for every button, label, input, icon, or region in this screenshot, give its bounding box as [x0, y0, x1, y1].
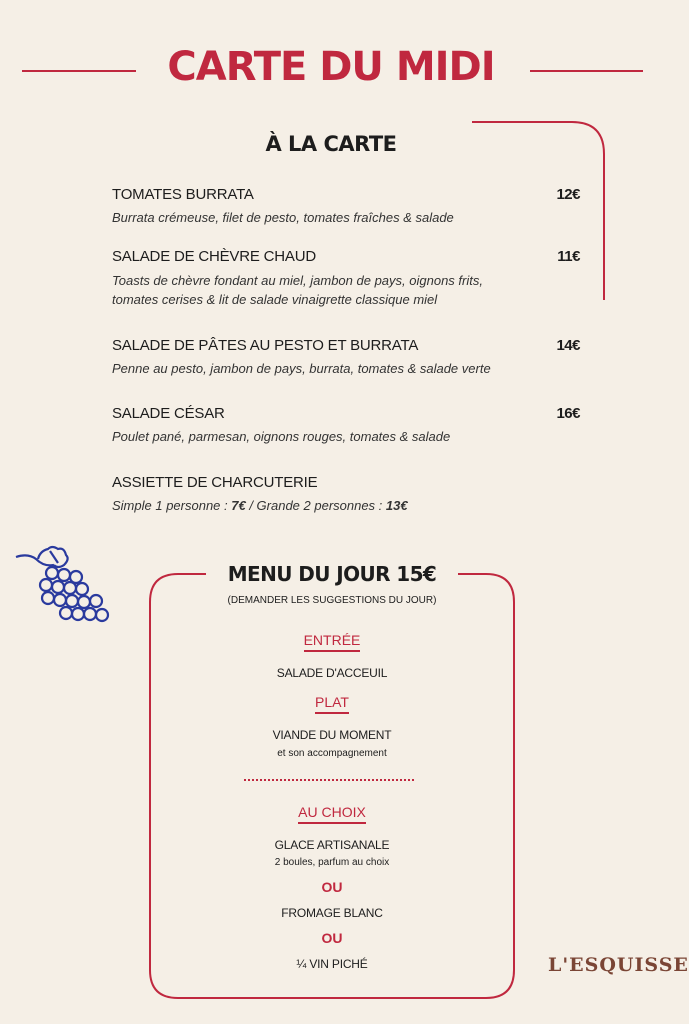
page-title: CARTE DU MIDI [167, 44, 495, 90]
dish-description: Burrata crémeuse, filet de pesto, tomates fraîches & salade [112, 210, 454, 225]
menu-item: FROMAGE BLANC [281, 906, 383, 920]
dish-name: SALADE CÉSAR [112, 405, 225, 422]
menu-du-jour-subtitle: (DEMANDER LES SUGGESTIONS DU JOUR) [227, 595, 437, 606]
menu-item-description: 2 boules, parfum au choix [274, 857, 390, 868]
dish-name: SALADE DE CHÈVRE CHAUD [112, 248, 316, 265]
category-label: ENTRÉE [304, 632, 361, 652]
brand-logo: L'ESQUISSE [548, 954, 689, 976]
menu-item: GLACE ARTISANALE [274, 838, 390, 852]
or-separator: OU [321, 930, 343, 946]
desc-price: 13€ [385, 498, 408, 513]
dish-description [112, 496, 408, 515]
dish-price: 12€ [556, 186, 580, 203]
or-separator: OU [321, 879, 343, 895]
dish-description: tomates cerises & lit de salade vinaigrette classique miel [112, 292, 438, 307]
menu-item: VIANDE DU MOMENT [272, 728, 392, 742]
dish-price: 14€ [556, 337, 580, 354]
grapes-icon [14, 543, 114, 629]
desc-text: Simple 1 personne : [112, 498, 232, 513]
dish-name: ASSIETTE DE CHARCUTERIE [112, 474, 318, 491]
category-au-choix [150, 804, 514, 824]
dish-description: Poulet pané, parmesan, oignons rouges, tomates & salade [112, 429, 451, 444]
category-plat [150, 694, 514, 714]
category-entree [150, 632, 514, 652]
section-heading-a-la-carte: À LA CARTE [265, 132, 397, 156]
category-label: AU CHOIX [298, 804, 366, 824]
menu-item: SALADE D'ACCEUIL [276, 666, 388, 680]
dish-name: SALADE DE PÂTES AU PESTO ET BURRATA [112, 337, 419, 354]
desc-text: / Grande 2 personnes : [245, 498, 386, 513]
dish-name: TOMATES BURRATA [112, 186, 254, 203]
category-label: PLAT [315, 694, 349, 714]
menu-item-description: et son accompagnement [277, 748, 387, 759]
dotted-divider [244, 779, 414, 781]
dish-description: Penne au pesto, jambon de pays, burrata, tomates & salade verte [112, 361, 491, 376]
menu-du-jour-title: MENU DU JOUR 15€ [210, 562, 454, 586]
dish-price: 11€ [557, 248, 580, 265]
menu-item: ¼ VIN PICHÉ [296, 957, 368, 971]
dish-price: 16€ [556, 405, 580, 422]
desc-price: 7€ [231, 498, 246, 513]
dish-description: Toasts de chèvre fondant au miel, jambon de pays, oignons frits, [112, 273, 483, 288]
